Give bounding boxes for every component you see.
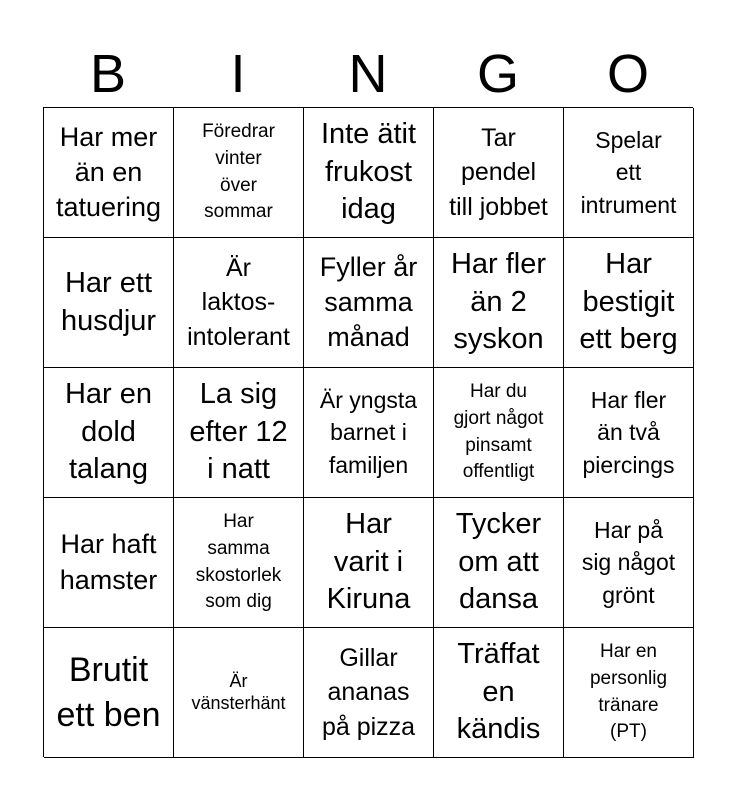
cell-text: Har varit i Kiruna xyxy=(326,507,411,616)
bingo-cell[interactable] xyxy=(304,628,434,758)
bingo-cell[interactable] xyxy=(564,238,694,368)
bingo-cell[interactable] xyxy=(564,108,694,238)
bingo-cell[interactable] xyxy=(564,628,694,758)
cell-text: Föredrar vinter över sommar xyxy=(202,120,275,223)
cell-text: Är yngsta barnet i familjen xyxy=(319,386,418,478)
bingo-header xyxy=(43,40,693,108)
bingo-cell[interactable] xyxy=(174,498,304,628)
bingo-cell[interactable] xyxy=(434,108,564,238)
bingo-cell[interactable] xyxy=(174,628,304,758)
cell-text: La sig efter 12 i natt xyxy=(189,377,288,486)
cell-text: Har fler än två piercings xyxy=(582,386,675,478)
cell-text: Träffat en kändis xyxy=(456,637,541,746)
bingo-cell[interactable] xyxy=(174,238,304,368)
header-letter-b: B xyxy=(89,44,127,104)
cell-text: Har ett husdjur xyxy=(60,266,157,337)
cell-text: Gillar ananas på pizza xyxy=(321,643,416,741)
cell-text: Har på sig något grönt xyxy=(581,516,676,608)
bingo-cell[interactable] xyxy=(434,498,564,628)
bingo-cell[interactable] xyxy=(564,498,694,628)
cell-text: Har en dold talang xyxy=(64,377,153,486)
bingo-cell[interactable] xyxy=(434,238,564,368)
header-letter-g: G xyxy=(476,44,519,104)
header-letter-n: N xyxy=(348,44,388,104)
bingo-cell[interactable] xyxy=(44,368,174,498)
bingo-cell[interactable] xyxy=(44,238,174,368)
cell-text: Fyller år samma månad xyxy=(319,251,418,353)
bingo-cell[interactable] xyxy=(434,628,564,758)
cell-text: Har du gjort något pinsamt offentligt xyxy=(453,380,544,483)
bingo-cell[interactable] xyxy=(564,368,694,498)
cell-text: Har samma skostorlek som dig xyxy=(195,510,282,613)
bingo-cell[interactable] xyxy=(304,108,434,238)
bingo-board xyxy=(43,107,693,757)
bingo-cell[interactable] xyxy=(434,368,564,498)
bingo-cell[interactable] xyxy=(44,498,174,628)
cell-text: Är laktos- intolerant xyxy=(187,253,290,351)
cell-text: Brutit ett ben xyxy=(56,651,161,734)
cell-text: Tycker om att dansa xyxy=(455,507,542,616)
cell-text: Har fler än 2 syskon xyxy=(450,247,547,356)
cell-text: Inte ätit frukost idag xyxy=(320,117,417,226)
bingo-cell[interactable] xyxy=(174,108,304,238)
cell-text: Har bestigit ett berg xyxy=(579,247,678,356)
cell-text: Spelar ett intrument xyxy=(580,126,677,218)
cell-text: Har en personlig tränare (PT) xyxy=(589,640,668,743)
cell-text: Är vänsterhänt xyxy=(191,670,286,713)
header-letter-i: I xyxy=(230,44,246,104)
cell-text: Har haft hamster xyxy=(59,529,158,595)
bingo-cell[interactable] xyxy=(304,238,434,368)
bingo-cell[interactable] xyxy=(304,498,434,628)
cell-text: Har mer än en tatuering xyxy=(55,121,162,223)
bingo-cell[interactable] xyxy=(44,108,174,238)
bingo-cell[interactable] xyxy=(44,628,174,758)
cell-text: Tar pendel till jobbet xyxy=(449,123,548,221)
bingo-cell[interactable] xyxy=(174,368,304,498)
header-letter-o: O xyxy=(606,44,649,104)
bingo-cell[interactable] xyxy=(304,368,434,498)
